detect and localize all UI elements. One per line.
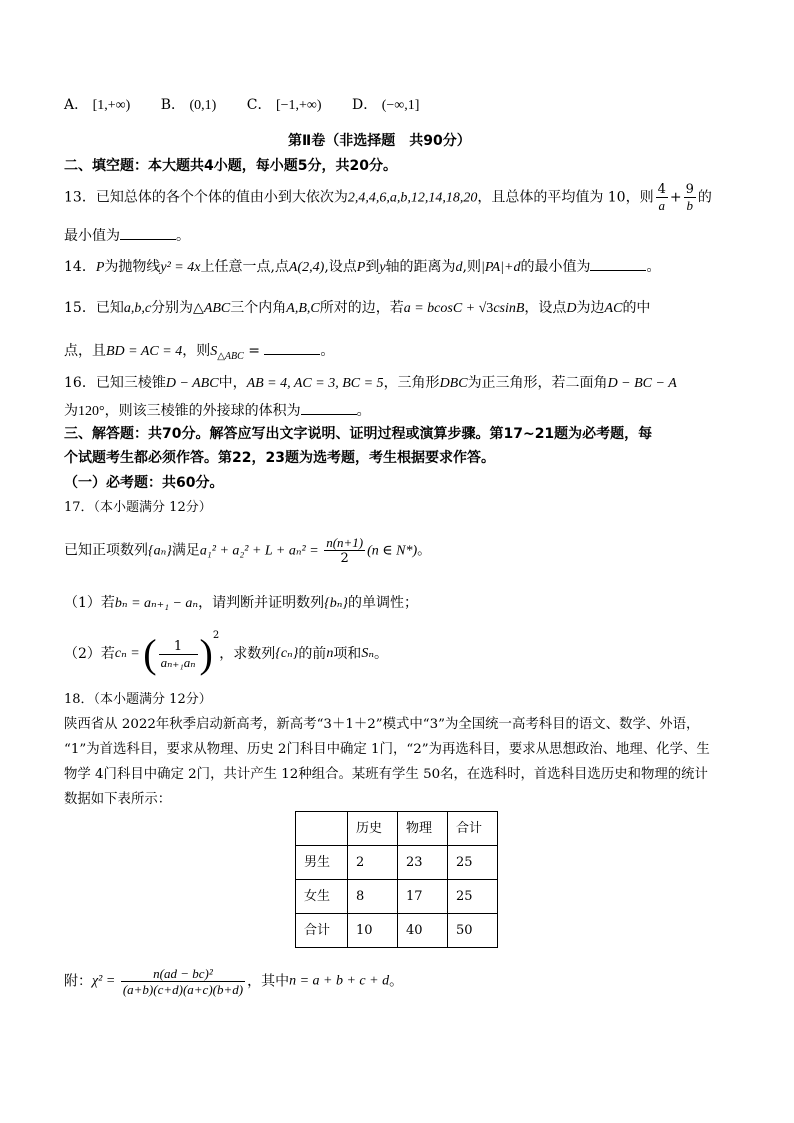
q14-d: d [455,260,463,275]
q18-para-3: 物学 4门科目中确定 2门，共计产生 12种组合。某班有学生 50名，在选科时，首选科目选历史和物理的统计 [64,767,708,782]
q17-p2-c: cₙ = [114,646,144,661]
option-d-value: (−∞,1] [381,98,420,113]
q17-end: 。 [417,542,432,559]
q17-p2-n: n [326,646,334,661]
q15-answer-blank[interactable] [264,342,320,355]
q15-line2-eq: BD = AC = 4 [106,344,183,359]
table-cell: 历史 [348,812,398,846]
q17-p1-c: 的单调性； [347,595,418,611]
q14-expression: |PA|+d [481,260,521,275]
table-cell: 17 [398,880,448,914]
option-b-label: B． [160,97,186,113]
q17-p2-a: （2）若 [64,646,115,662]
q13-answer-blank[interactable] [120,227,176,240]
option-a-label: A． [64,97,89,113]
q13-text-2: ，且总体的平均值为 10，则 [477,189,654,206]
q16-pyramid: D − ABC [165,376,219,391]
q16-line2 [64,402,371,419]
q15-sqrt: √3 [478,301,494,316]
q15-s: S [210,344,218,359]
table-cell: 25 [448,846,498,880]
q17-frac [324,536,365,565]
q14-text-5: 轴的距离为 [385,259,456,275]
solve-heading-1: 三、解答题：共70分。解答应写出文字说明、证明过程或演算步骤。第17~21题为必考题，每 [64,426,653,442]
section2-title: 第Ⅱ卷（非选择题 共90分） [288,133,471,149]
q13-frac1 [656,183,668,212]
table-cell: 合计 [296,914,348,948]
q16-dihedral: D − BC − A [607,376,677,391]
required-heading: （一）必考题：共60分。 [64,475,224,491]
q14-text-3: ,设点 [324,259,357,275]
q15-line1 [64,301,650,316]
q14-p: P [95,260,105,275]
q14-end: 。 [646,259,661,275]
q14-point-a: A(2,4) [288,260,325,275]
table-cell: 物理 [398,812,448,846]
q17-p2-frac [159,640,198,669]
q16-dbc: DBC [439,376,468,391]
q14-text-4: 到 [365,259,380,275]
q17-p2-sq: 2 [212,630,220,641]
q15-text-1: 15．已知 [64,300,124,316]
q17-stem [64,536,431,565]
q14-text-7: 的最小值为 [520,259,591,275]
q17-text-2: 满足 [171,542,200,559]
q14-number: 14． [64,259,96,275]
table-cell [296,812,348,846]
table-cell: 50 [448,914,498,948]
option-c-value: [−1,+∞) [275,98,322,113]
q18-chi-num: n(ad − bc)² [121,967,245,982]
table-cell: 8 [348,880,398,914]
q17-p2-e: 项和 [333,646,362,662]
q15-text-2: 分别为 [151,300,194,316]
q13-plus: + [669,189,682,206]
q15-line2-a: 点，且 [64,343,106,359]
q18-appendix [64,967,403,996]
q17-p2-num: 1 [159,640,198,655]
q18-para-4: 数据如下表所示： [64,792,172,807]
q17-frac-den: 2 [340,551,349,566]
q18-chi: χ² = [92,973,119,989]
fill-heading: 二、填空题：本大题共4小题，每小题5分，共20分。 [64,158,397,174]
q13-frac2-num: 9 [685,182,694,197]
q17-p2-den: aₙ₊₁aₙ [160,654,196,670]
q18-chi-den: (a+b)(c+d)(a+c)(b+d) [122,982,244,997]
q16-edges: AB = 4, AC = 3, BC = 5 [246,376,384,391]
q16-text-4: 为正三角形，若二面角 [467,375,608,391]
q13-line2: 最小值为 。 [64,228,190,244]
q13-sequence: 2,4,4,6,a,b,12,14,18,20 [347,190,478,206]
q14-y: y [379,260,386,275]
q15-line2-b: ，则 [182,343,211,359]
q18-appendix-label: 附： [64,973,92,990]
q17-p2-seq: {cₙ} [275,646,299,661]
table-cell: 25 [448,880,498,914]
q15-ac: AC [604,301,623,316]
q17-p1-eq: bₙ = aₙ₊₁ − aₙ [114,596,199,611]
table-cell: 合计 [448,812,498,846]
option-c-label: C． [246,97,272,113]
table-cell: 男生 [296,846,348,880]
stats-table [295,811,498,948]
q15-text-4: 所对的边，若 [319,300,404,316]
q15-d: D [566,301,577,316]
q18-appendix-mid: ，其中 [247,973,290,990]
q14-text-6: ,则 [462,259,481,275]
q13-line2-text: 最小值为 [64,228,120,244]
q15-text-3: 三个内角 [230,300,287,316]
option-a-value: [1,+∞) [92,98,131,113]
table-row [296,914,498,948]
q17-p2-d: 的前 [298,646,327,662]
q15-end: 。 [320,343,335,359]
q15-eqsign: = [243,343,265,359]
q17-title: 17．（本小题满分 12分） [64,500,212,515]
q17-text-1: 已知正项数列 [64,542,148,559]
q17-p2-s: Sₙ [361,646,374,661]
q15-abc: a,b,c [123,301,152,316]
q16-answer-blank[interactable] [301,402,357,415]
q17-seq: {aₙ} [148,543,172,559]
q16-line2-a: 为 [64,403,78,419]
q18-appendix-end: 。 [389,973,404,990]
q13-frac2-den: b [686,198,693,213]
table-cell: 40 [398,914,448,948]
q18-para-2: “1”为首选科目，要求从物理、历史 2门科目中确定 1门，“2”为再选科目，要求从思想政治、地理、化学、生 [64,742,710,757]
q15-text-6: 为边 [576,300,605,316]
q14-parabola: y² = 4x [160,260,201,275]
table-cell: 2 [348,846,398,880]
option-d-label: D． [352,97,378,113]
q13-frac1-den: a [658,198,665,213]
q14-text-1: 为抛物线 [104,259,161,275]
table-cell: 女生 [296,880,348,914]
q15-s-sub: △ABC [217,350,244,362]
q14-line [64,258,660,275]
q16-line1 [64,376,677,391]
q18-n-eq: n = a + b + c + d [289,973,390,989]
q17-frac-num: n(n+1) [326,535,364,550]
q13-line1 [64,183,712,212]
q14-text-2: 上任意一点,点 [200,259,289,275]
q15-angles: A,B,C [286,301,320,316]
q16-text-2: 中， [218,375,247,391]
q15-text-5: ，设点 [524,300,567,316]
table-header-row [296,812,498,846]
q16-text-1: 16．已知三棱锥 [64,375,166,391]
q15-eq-b: csinB [493,301,525,316]
solve-heading-2: 个试题考生都必须作答。第22，23题为选考题，考生根据要求作答。 [64,450,495,466]
q18-chi-frac [121,967,245,996]
q16-angle: 120° [78,404,105,419]
q13-frac2 [684,183,696,212]
q17-part1 [64,596,418,611]
q15-eq-a: a = bcosC + [403,301,479,316]
q17-p2-end: 。 [374,646,388,662]
table-cell: 23 [398,846,448,880]
q16-end: 。 [356,403,371,419]
table-cell: 10 [348,914,398,948]
q15-text-7: 的中 [622,300,651,316]
q17-cond: (n ∈ N*) [367,543,418,559]
option-b-value: (0,1) [189,98,217,113]
q17-p2-b: ，求数列 [219,646,276,662]
q16-text-3: ，三角形 [383,375,440,391]
q13-text-1: 13．已知总体的各个个体的值由小到大依次为 [64,189,348,206]
q17-lhs: a₁² + a₂² + L + aₙ² = [199,543,323,559]
q18-para-1: 陕西省从 2022年秋季启动新高考，新高考“3＋1＋2”模式中“3”为全国统一高考科目的语文、数学、外语， [64,717,700,732]
q17-p1-a: （1）若 [64,595,115,611]
q14-p2: P [356,260,366,275]
q17-p1-b: ，请判断并证明数列 [198,595,325,611]
q17-part2: （2）若cₙ = ( $\frac{1}{\text{aₙ₊₁aₙ}}$ )$^2$，求数列{cₙ}的前n项和Sₙ。 [64,630,388,676]
q13-text-3: 的 [697,189,712,206]
table-row [296,846,498,880]
q15-triangle: △ABC [193,301,231,316]
table-row [296,880,498,914]
options-row [64,98,419,113]
q13-frac1-num: 4 [657,182,666,197]
q14-answer-blank[interactable] [590,258,646,271]
q17-p1-seq: {bₙ} [324,596,348,611]
q18-title: 18．（本小题满分 12分） [64,692,212,707]
q16-line2-b: ，则该三棱锥的外接球的体积为 [104,403,301,419]
q15-line2 [64,342,335,362]
